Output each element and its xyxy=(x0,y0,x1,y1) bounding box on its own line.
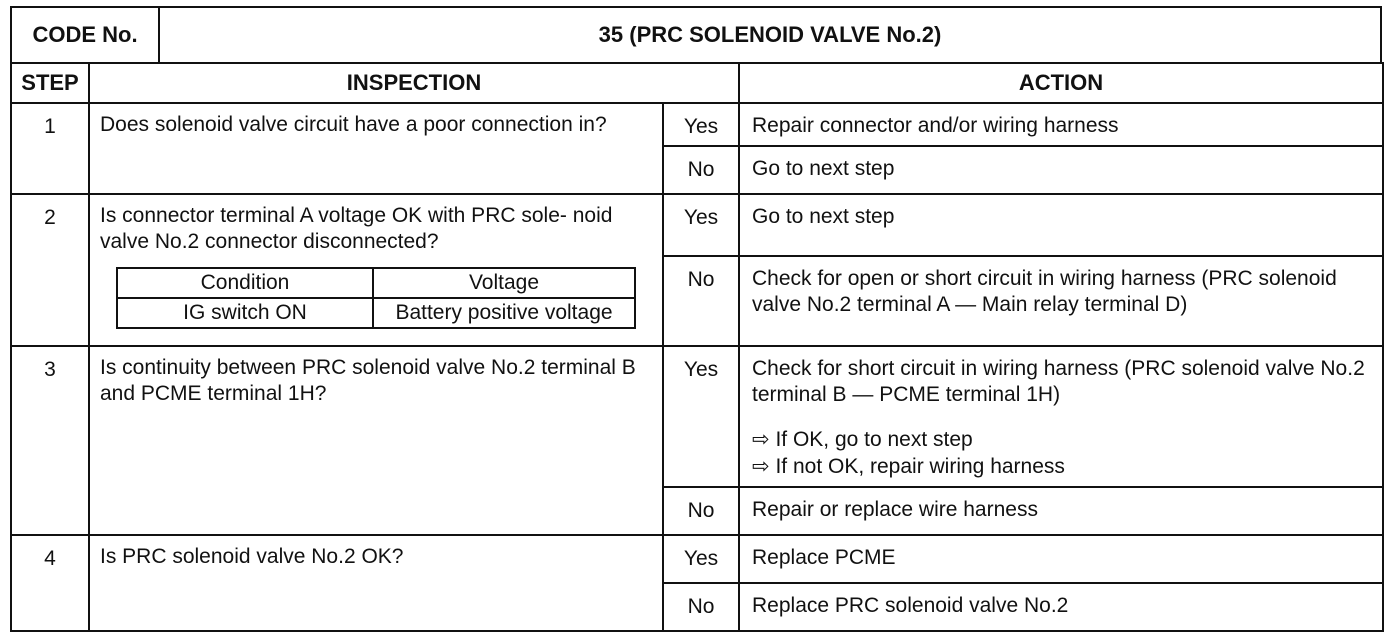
inspection-question: Is connector terminal A voltage OK with PRC sole- noid valve No.2 connector disconnected? xyxy=(100,204,613,253)
table-row xyxy=(11,194,1383,256)
condition-value: IG switch ON xyxy=(117,298,373,328)
table-row xyxy=(11,535,1383,583)
yes-action: Repair connector and/or wiring harness xyxy=(739,103,1383,146)
header-step: STEP xyxy=(11,63,89,103)
inspection-table xyxy=(10,62,1384,632)
no-action: Go to next step xyxy=(739,146,1383,194)
sub-action-not-ok: If not OK, repair wiring harness xyxy=(775,455,1065,478)
condition-table xyxy=(116,267,636,329)
code-header xyxy=(10,6,1382,64)
yes-label: Yes xyxy=(663,535,739,583)
yes-label: Yes xyxy=(663,194,739,256)
table-row xyxy=(11,346,1383,487)
yes-action: Go to next step xyxy=(739,194,1383,256)
no-action: Replace PRC solenoid valve No.2 xyxy=(739,583,1383,631)
step-number: 4 xyxy=(11,535,89,631)
table-row xyxy=(11,103,1383,146)
no-label: No xyxy=(663,487,739,535)
inspection-cell xyxy=(89,194,663,346)
code-label: CODE No. xyxy=(11,7,159,63)
condition-header: Condition xyxy=(117,268,373,298)
step-number: 2 xyxy=(11,194,89,346)
code-title: 35 (PRC SOLENOID VALVE No.2) xyxy=(159,7,1381,63)
sub-action-ok: If OK, go to next step xyxy=(775,428,973,451)
step-number: 1 xyxy=(11,103,89,194)
yes-label: Yes xyxy=(663,346,739,487)
no-label: No xyxy=(663,256,739,346)
inspection-question: Does solenoid valve circuit have a poor connection in? xyxy=(89,103,663,194)
yes-action: Replace PCME xyxy=(739,535,1383,583)
table-header-row xyxy=(11,63,1383,103)
yes-action-cell xyxy=(739,346,1383,487)
voltage-header: Voltage xyxy=(373,268,635,298)
yes-action: Check for short circuit in wiring harness (PRC solenoid valve No.2 terminal B — PCME terminal 1H) xyxy=(752,357,1365,406)
no-label: No xyxy=(663,146,739,194)
arrow-right-icon: ⇨ xyxy=(752,455,770,478)
arrow-right-icon: ⇨ xyxy=(752,428,770,451)
no-action: Repair or replace wire harness xyxy=(739,487,1383,535)
header-action: ACTION xyxy=(739,63,1383,103)
inspection-question: Is PRC solenoid valve No.2 OK? xyxy=(89,535,663,631)
voltage-value: Battery positive voltage xyxy=(373,298,635,328)
sub-actions xyxy=(752,426,1372,480)
inspection-question: Is continuity between PRC solenoid valve No.2 terminal B and PCME terminal 1H? xyxy=(89,346,663,535)
no-label: No xyxy=(663,583,739,631)
step-number: 3 xyxy=(11,346,89,535)
header-inspection: INSPECTION xyxy=(89,63,739,103)
yes-label: Yes xyxy=(663,103,739,146)
no-action: Check for open or short circuit in wiring harness (PRC solenoid valve No.2 terminal A — Main relay terminal D) xyxy=(739,256,1383,346)
